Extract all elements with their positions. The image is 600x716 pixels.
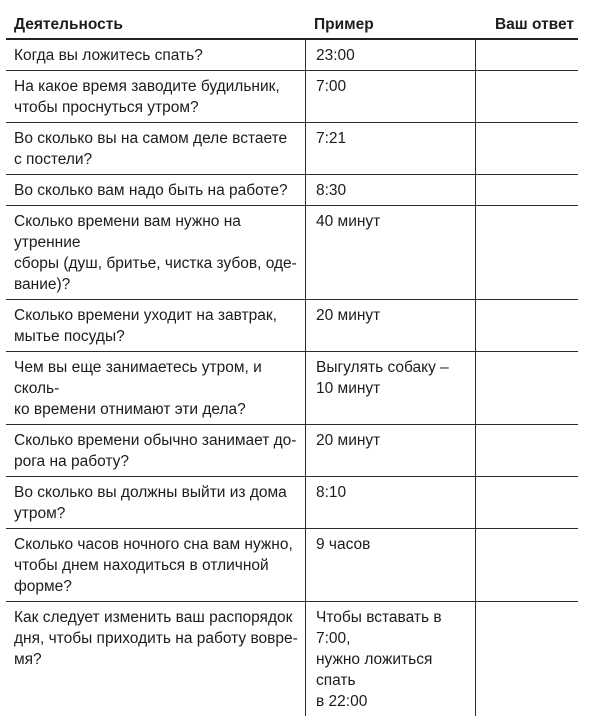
table-row bbox=[6, 206, 578, 300]
table-row bbox=[6, 123, 578, 175]
schedule-table bbox=[6, 10, 578, 716]
table-row bbox=[6, 529, 578, 602]
example-cell: 9 часов bbox=[306, 529, 476, 601]
activity-cell: Во сколько вы на самом деле встаете с постели? bbox=[6, 123, 306, 174]
table-row bbox=[6, 477, 578, 529]
answer-cell bbox=[476, 123, 578, 174]
header-activity: Деятельность bbox=[14, 16, 123, 33]
answer-cell bbox=[476, 206, 578, 299]
table-row bbox=[6, 71, 578, 123]
answer-cell bbox=[476, 602, 578, 716]
activity-cell: Во сколько вы должны выйти из дома утром? bbox=[6, 477, 306, 528]
answer-cell bbox=[476, 175, 578, 205]
table-row bbox=[6, 602, 578, 716]
example-cell: 20 минут bbox=[306, 300, 476, 351]
table-row bbox=[6, 300, 578, 352]
table-header bbox=[6, 10, 578, 40]
table-row bbox=[6, 175, 578, 206]
activity-cell: Во сколько вам надо быть на работе? bbox=[6, 175, 306, 205]
answer-cell bbox=[476, 71, 578, 122]
answer-cell bbox=[476, 352, 578, 424]
activity-cell: Сколько времени обычно занимает до- рога на работу? bbox=[6, 425, 306, 476]
activity-cell: На какое время заводите будильник, чтобы проснуться утром? bbox=[6, 71, 306, 122]
example-cell: 8:10 bbox=[306, 477, 476, 528]
example-cell: Чтобы вставать в 7:00, нужно ложиться спать в 22:00 bbox=[306, 602, 476, 716]
activity-cell: Сколько часов ночного сна вам нужно, чтобы днем находиться в отличной форме? bbox=[6, 529, 306, 601]
header-answer: Ваш ответ bbox=[494, 16, 574, 33]
table-row bbox=[6, 40, 578, 71]
answer-cell bbox=[476, 529, 578, 601]
answer-cell bbox=[476, 425, 578, 476]
table-row bbox=[6, 352, 578, 425]
activity-cell: Как следует изменить ваш распорядок дня, чтобы приходить на работу вовре- мя? bbox=[6, 602, 306, 716]
example-cell: 8:30 bbox=[306, 175, 476, 205]
answer-cell bbox=[476, 477, 578, 528]
example-cell: 20 минут bbox=[306, 425, 476, 476]
activity-cell: Сколько времени вам нужно на утренние сборы (душ, бритье, чистка зубов, оде- вание)? bbox=[6, 206, 306, 299]
header-example: Пример bbox=[314, 16, 374, 33]
table-row bbox=[6, 425, 578, 477]
example-cell: 23:00 bbox=[306, 40, 476, 70]
example-cell: Выгулять собаку – 10 минут bbox=[306, 352, 476, 424]
activity-cell: Чем вы еще занимаетесь утром, и сколь- ко времени отнимают эти дела? bbox=[6, 352, 306, 424]
answer-cell bbox=[476, 40, 578, 70]
activity-cell: Когда вы ложитесь спать? bbox=[6, 40, 306, 70]
activity-cell: Сколько времени уходит на завтрак, мытье посуды? bbox=[6, 300, 306, 351]
example-cell: 7:21 bbox=[306, 123, 476, 174]
example-cell: 7:00 bbox=[306, 71, 476, 122]
example-cell: 40 минут bbox=[306, 206, 476, 299]
answer-cell bbox=[476, 300, 578, 351]
